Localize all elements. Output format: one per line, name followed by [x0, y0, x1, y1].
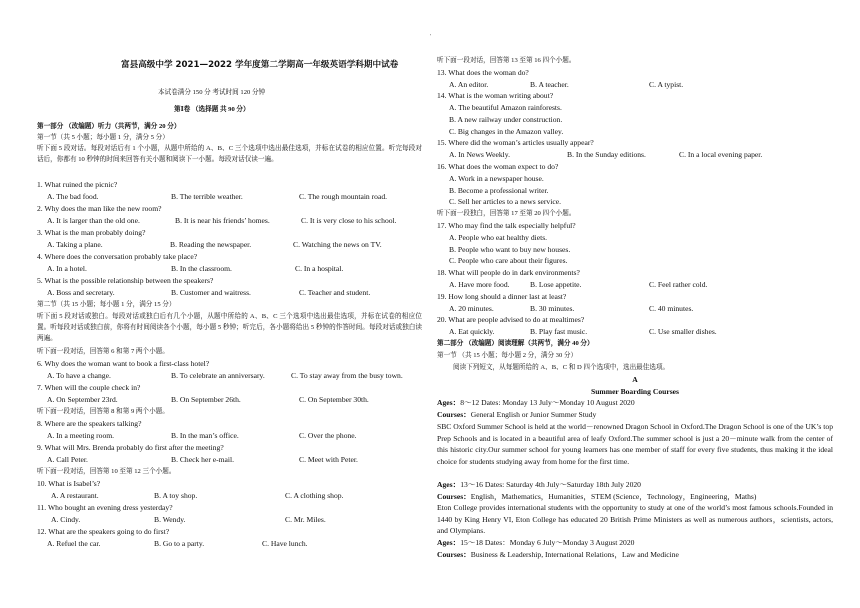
q4-option-c: C. In a hospital.: [295, 264, 344, 273]
q10-option-c: C. A clothing shop.: [285, 491, 344, 500]
q18-option-c: C. Feel rather cold.: [649, 280, 708, 289]
question-8: 8. Where are the speakers talking?: [37, 419, 142, 428]
q12-option-b: B. Go to a party.: [154, 539, 205, 548]
question-4: 4. Where does the conversation probably take place?: [37, 252, 198, 261]
q2-option-b: B. It is near his friends’ homes.: [175, 216, 270, 225]
question-3: 3. What is the man probably doing?: [37, 228, 146, 237]
question-10: 10. What is Isabel’s?: [37, 479, 101, 488]
passage-letter: A: [632, 375, 638, 384]
courses-3-text: Business & Leadership, International Relations，Law and Medicine: [470, 550, 679, 559]
question-11: 11. Who bought an evening dress yesterday?: [37, 503, 173, 512]
listening-intro-13-16: 听下面一段对话，回答第 13 至第 16 四个小题。: [437, 57, 576, 64]
q7-option-a: A. On September 23rd.: [47, 395, 118, 404]
passage-ages-2: [437, 479, 641, 491]
q7-option-b: B. On September 26th.: [171, 395, 241, 404]
q11-option-c: C. Mr. Miles.: [285, 515, 326, 524]
question-12: 12. What are the speakers going to do first?: [37, 527, 170, 536]
question-13: 13. What does the woman do?: [437, 68, 529, 77]
section2-heading: 第二节（共 15 小题；每小题 1 分，满分 15 分）: [37, 301, 176, 308]
part2-heading: 第二部分 （改编题）阅读理解（共两节，满分 40 分）: [437, 340, 594, 347]
passage-paragraph-2: Eton College provides international students with the opportunity to study at one of the world’s most famous schools.Founded in 1440 by King Henry VI, Eton College has educated 20 British Prime Ministers as well as numerous authors，scientists, actors, and Olympians.: [437, 503, 833, 536]
question-19: 19. How long should a dinner last at least?: [437, 292, 567, 301]
q13-option-c: C. A typist.: [649, 80, 684, 89]
q1-option-c: C. The rough mountain road.: [299, 192, 388, 201]
ages-1-label: Ages：: [437, 398, 461, 407]
courses-2-label: Courses：: [437, 492, 471, 501]
q17-option-b: B. People who want to buy new houses.: [449, 245, 571, 254]
courses-3-label: Courses：: [437, 550, 471, 559]
listening-intro-6-7: 听下面一段对话，回答第 6 和第 7 两个小题。: [37, 348, 169, 355]
part2-section1-heading: 第一节 （共 15 小题；每小题 2 分，满分 30 分）: [437, 352, 578, 359]
passage-ages-1: [437, 397, 635, 409]
page-mark: ': [430, 34, 432, 40]
question-18: 18. What will people do in dark environments?: [437, 268, 580, 277]
question-15: 15. Where did the woman’s articles usually appear?: [437, 138, 594, 147]
q7-option-c: C. On September 30th.: [299, 395, 369, 404]
question-5: 5. What is the possible relationship between the speakers?: [37, 276, 214, 285]
q15-option-a: A. In News Weekly.: [449, 150, 510, 159]
ages-3-label: Ages：: [437, 538, 461, 547]
q5-option-c: C. Teacher and student.: [299, 288, 371, 297]
courses-2-text: English，Mathematics，Humanities，STEM (Science，Technology，Engineering，Maths): [470, 492, 757, 501]
q5-option-a: A. Boss and secretary.: [47, 288, 115, 297]
ages-3-text: 15～18 Dates：Monday 6 July～Monday 3 August 2020: [460, 538, 635, 547]
question-1: 1. What ruined the picnic?: [37, 180, 118, 189]
q16-option-a: A. Work in a newspaper house.: [449, 174, 544, 183]
q9-option-b: B. Check her e-mail.: [171, 455, 235, 464]
q12-option-c: C. Have lunch.: [262, 539, 308, 548]
question-14: 14. What is the woman writing about?: [437, 91, 554, 100]
q1-option-b: B. The terrible weather.: [171, 192, 243, 201]
q6-option-a: A. To have a change.: [47, 371, 111, 380]
listening-intro-17-20: 听下面一段独白，回答第 17 至第 20 四个小题。: [437, 210, 576, 217]
part2-instructions: 阅读下列短文，从每题所给的 A、B、C 和 D 四个选项中，选出最佳选项。: [453, 364, 670, 371]
question-6: 6. Why does the woman want to book a first-class hotel?: [37, 359, 210, 368]
q20-option-a: A. Eat quickly.: [449, 327, 495, 336]
q6-option-b: B. To celebrate an anniversary.: [171, 371, 265, 380]
listening-intro-10-12: 听下面一段对话，回答第 10 至第 12 三个小题。: [37, 468, 176, 475]
q15-option-c: C. In a local evening paper.: [679, 150, 763, 159]
q16-option-b: B. Become a professional writer.: [449, 186, 549, 195]
section1-heading: 第一节（共 5 小题；每小题 1 分，满分 5 分）: [37, 134, 169, 141]
q8-option-c: C. Over the phone.: [299, 431, 357, 440]
q2-option-c: C. It is very close to his school.: [301, 216, 397, 225]
q8-option-b: B. In the man’s office.: [171, 431, 239, 440]
question-16: 16. What does the woman expect to do?: [437, 162, 559, 171]
q20-option-c: C. Use smaller dishes.: [649, 327, 717, 336]
q18-option-b: B. Lose appetite.: [530, 280, 582, 289]
q15-option-b: B. In the Sunday editions.: [567, 150, 646, 159]
q10-option-b: B. A toy shop.: [154, 491, 198, 500]
q17-option-a: A. People who eat healthy diets.: [449, 233, 548, 242]
question-7: 7. When will the couple check in?: [37, 383, 141, 392]
q11-option-a: A. Cindy.: [51, 515, 81, 524]
q14-option-b: B. A new railway under construction.: [449, 115, 563, 124]
passage-title: Summer Boarding Courses: [590, 387, 680, 396]
passage-courses-3: [437, 549, 679, 561]
q13-option-b: B. A teacher.: [530, 80, 569, 89]
q20-option-b: B. Play fast music.: [530, 327, 588, 336]
exam-title: 富县高级中学 2021—2022 学年度第二学期高一年级英语学科期中试卷: [121, 60, 399, 70]
q10-option-a: A. A restaurant.: [51, 491, 99, 500]
q4-option-a: A. In a hotel.: [47, 264, 87, 273]
courses-1-text: General English or Junior Summer Study: [470, 410, 597, 419]
question-20: 20. What are people advised to do at mealtimes?: [437, 315, 585, 324]
listening-intro-8-9: 听下面一段对话，回答第 8 和第 9 两个小题。: [37, 408, 169, 415]
q9-option-a: A. Call Peter.: [47, 455, 88, 464]
q19-option-c: C. 40 minutes.: [649, 304, 694, 313]
question-9: 9. What will Mrs. Brenda probably do first after the meeting?: [37, 443, 224, 452]
q3-option-b: B. Reading the newspaper.: [170, 240, 252, 249]
courses-1-label: Courses：: [437, 410, 471, 419]
volume-heading: 第Ⅰ卷 （选择题 共 90 分）: [174, 106, 250, 113]
q6-option-c: C. To stay away from the busy town.: [291, 371, 403, 380]
q12-option-a: A. Refuel the car.: [47, 539, 101, 548]
question-17: 17. Who may find the talk especially helpful?: [437, 221, 576, 230]
ages-2-text: 13～16 Dates: Saturday 4th July～Saturday 18th July 2020: [460, 480, 641, 489]
q13-option-a: A. An editor.: [449, 80, 489, 89]
q14-option-a: A. The beautiful Amazon rainforests.: [449, 103, 562, 112]
section1-instructions: 听下面 5 段对话。每段对话后有 1 个小题，从题中所给的 A、B、C 三个选项中选出最佳选项，并标在试卷的相应位置。听完每段对话后，你都有 10 秒钟的时间来回答有关小题和阅读下一小题。每段对话仅读一遍。: [37, 145, 422, 164]
q4-option-b: B. In the classroom.: [171, 264, 232, 273]
question-2: 2. Why does the man like the new room?: [37, 204, 162, 213]
exam-subtitle: 本试卷满分 150 分 考试时间 120 分钟: [158, 89, 266, 96]
q5-option-b: B. Customer and waitress.: [171, 288, 251, 297]
passage-courses-2: [437, 491, 756, 503]
section2-instructions: 听下面 5 段对话或独白。每段对话或独白后有几个小题，从题中所给的 A、B、C 三个选项中选出最佳选项，并标在试卷的相应位置。听每段对话或独白前，你将有时间阅读各个小题，每小题 5 秒钟；听完后，各小题将给出 5 秒钟的作答时间。每段对话或独白读两遍。: [37, 313, 422, 343]
q16-option-c: C. Sell her articles to a news service.: [449, 197, 561, 206]
ages-2-label: Ages：: [437, 480, 461, 489]
q3-option-c: C. Watching the news on TV.: [293, 240, 382, 249]
q14-option-c: C. Big changes in the Amazon valley.: [449, 127, 564, 136]
ages-1-text: 8～12 Dates: Monday 13 July～Monday 10 August 2020: [460, 398, 635, 407]
q2-option-a: A. It is larger than the old one.: [47, 216, 140, 225]
q8-option-a: A. In a meeting room.: [47, 431, 115, 440]
passage-paragraph-1: SBC Oxford Summer School is held at the world－renowned Dragon School in Oxford.The Dragon School is one of the UK’s top Prep Schools and is located in a beautiful area of leafy Oxford.The summer school is just a 20－minute walk from the center of this historic city.Our summer school for young learners has one member of staff for every five students, thus making it the ideal choice for students studying away from home for the first time.: [437, 422, 833, 466]
q1-option-a: A. The bad food.: [47, 192, 99, 201]
passage-ages-3: [437, 537, 634, 549]
q18-option-a: A. Have more food.: [449, 280, 510, 289]
q3-option-a: A. Taking a plane.: [47, 240, 103, 249]
q19-option-b: B. 30 minutes.: [530, 304, 575, 313]
q11-option-b: B. Wendy.: [154, 515, 186, 524]
passage-courses-1: [437, 409, 596, 421]
part1-heading: 第一部分 （改编题）听力（共两节，满分 20 分）: [37, 123, 181, 130]
q19-option-a: A. 20 minutes.: [449, 304, 494, 313]
q9-option-c: C. Meet with Peter.: [299, 455, 358, 464]
q17-option-c: C. People who care about their figures.: [449, 256, 568, 265]
